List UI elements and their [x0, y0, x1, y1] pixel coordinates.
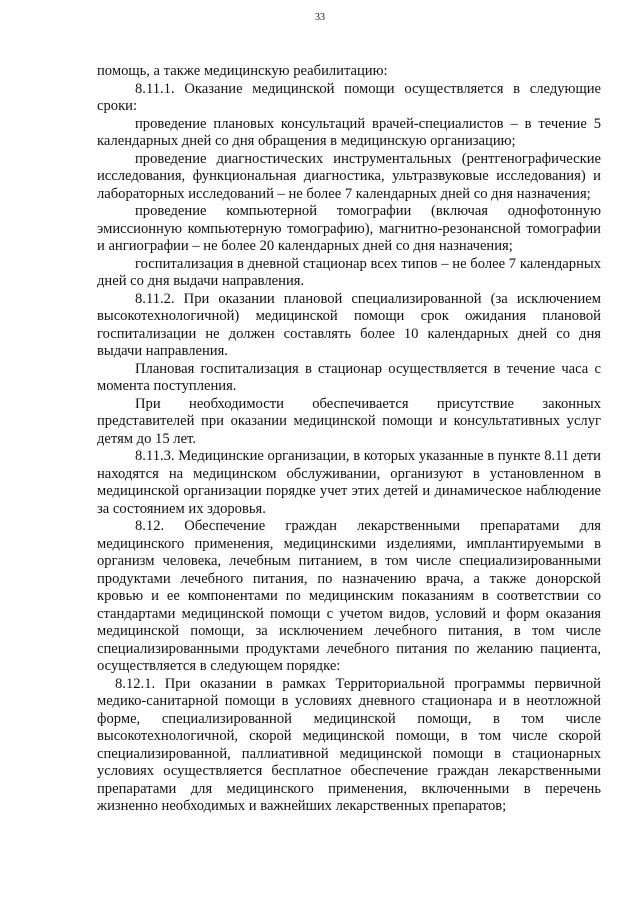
paragraph: помощь, а также медицинскую реабилитацию: [97, 63, 388, 79]
paragraph: проведение плановых консультаций врачей-специалистов – в течение 5 календарных дней со дня обращения в медицинскую организацию; [97, 115, 601, 149]
paragraph: 8.11.2. При оказании плановой специализированной (за исключением высокотехнологичной) медицинской помощи срок ожидания плановой госпитализации не должен составлять более 10 календарных дней со дня выдачи направления. [97, 290, 601, 359]
document-body [97, 63, 601, 816]
page-number: 33 [315, 12, 325, 23]
paragraph: 8.11.3. Медицинские организации, в которых указанные в пункте 8.11 дети находятся на медицинском обслуживании, организуют в установленном в медицинской организации порядке учет этих детей и динамическое наблюдение за состоянием их здоровья. [97, 448, 601, 517]
paragraph: проведение диагностических инструментальных (рентгенографические исследования, функциональная диагностика, ультразвуковые исследования) и лабораторных исследований – не более 7 календарных дней со дня назначения; [97, 150, 601, 202]
paragraph: госпитализация в дневной стационар всех типов – не более 7 календарных дней со дня выдачи направления. [97, 255, 601, 289]
paragraph: Плановая госпитализация в стационар осуществляется в течение часа с момента поступления. [97, 360, 601, 394]
paragraph: 8.11.1. Оказание медицинской помощи осуществляется в следующие сроки: [97, 80, 601, 114]
paragraph: 8.12.1. При оказании в рамках Территориальной программы первичной медико-санитарной помощи в условиях дневного стационара и в неотложной форме, специализированной медицинской помощи, в том числе высокотехнологичной, скорой медицинской помощи, в том числе скорой специализированной, паллиативной медицинской помощи в стационарных условиях осуществляется бесплатное обеспечение граждан лекарственными препаратами для медицинского применения, включенными в перечень жизненно необходимых и важнейших лекарственных препаратов; [97, 675, 601, 814]
paragraph: При необходимости обеспечивается присутствие законных представителей при оказании медицинской помощи и консультативных услуг детям до 15 лет. [97, 395, 601, 447]
paragraph: проведение компьютерной томографии (включая однофотонную эмиссионную компьютерную томографию), магнитно-резонансной томографии и ангиографии – не более 20 календарных дней со дня назначения; [97, 203, 601, 254]
paragraph: 8.12. Обеспечение граждан лекарственными препаратами для медицинского применения, медицинскими изделиями, имплантируемыми в организм человека, лечебным питанием, в том числе специализированными продуктами лечебного питания, по назначению врача, а также донорской кровью и ее компонентами по медицинским показаниям в соответствии со стандартами медицинской помощи с учетом видов, условий и форм оказания медицинской помощи, за исключением лечебного питания, в том числе специализированными продуктами лечебного питания по желанию пациента, осуществляется в следующем порядке: [97, 518, 601, 674]
